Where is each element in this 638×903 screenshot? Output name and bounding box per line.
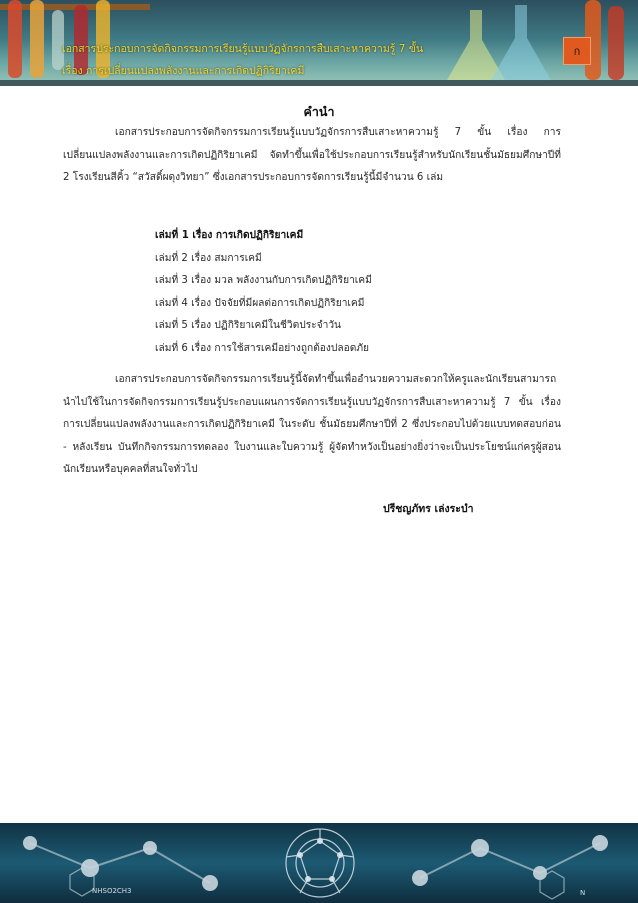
footer-label: N <box>580 889 586 897</box>
book-item: เล่มที่ 4 เรื่อง ปัจจัยที่มีผลต่อการเกิดปฏิกิริยาเคมี <box>155 297 365 309</box>
preface-paragraph-1 <box>63 122 561 190</box>
page-header-banner <box>0 0 638 86</box>
book-item: เล่มที่ 5 เรื่อง ปฏิกิริยาเคมีในชีวิตประจำวัน <box>155 320 342 332</box>
page-footer-banner <box>0 823 638 903</box>
footer-label: NHSO2CH3 <box>92 887 132 895</box>
book-item: เล่มที่ 3 เรื่อง มวล พลังงานกับการเกิดปฏิกิริยาเคมี <box>155 275 372 287</box>
book-list <box>155 225 372 361</box>
book-item: เล่มที่ 6 เรื่อง การใช้สารเคมีอย่างถูกต้องปลอดภัย <box>155 342 370 354</box>
author-signature: ปรีชญภัทร เล่งระบำ <box>383 503 474 515</box>
book-item: เล่มที่ 2 เรื่อง สมการเคมี <box>155 252 262 264</box>
header-document-title: เอกสารประกอบการจัดกิจกรรมการเรียนรู้แบบวัฏจักรการสืบเสาะหาความรู้ 7 ขั้น <box>62 43 424 55</box>
paragraph-2-text: เอกสารประกอบการจัดกิจกรรมการเรียนรู้นี้จัดทำขึ้นเพื่ออำนวยความสะดวกให้ครูและนักเรียนสามารถนำไปใช้ในการจัดกิจกรรมการเรียนรู้ประกอบแผนการจัดการเรียนรู้แบบวัฏจักรการสืบเสาะหาความรู้ 7 ขั้น เรื่อง การเปลี่ยนแปลงพลังงานและการเกิดปฏิกิริยาเคมี ในระดับ ชั้นมัธยมศึกษาปีที่ 2 ซึ่งประกอบไปด้วยแบบทดสอบก่อน - หลังเรียน บันทึกกิจกรรมการทดลอง ใบงานและใบความรู้ ผู้จัดทำหวังเป็นอย่างยิ่งว่าจะเป็นประโยชน์แก่ครูผู้สอน นักเรียนหรือบุคคลที่สนใจทั่วไป <box>63 374 561 475</box>
page-number-badge: ก <box>563 37 591 65</box>
molecule-illustration <box>0 823 638 903</box>
page-title: คำนำ <box>303 104 335 119</box>
book-item: เล่มที่ 1 เรื่อง การเกิดปฏิกิริยาเคมี <box>155 230 304 241</box>
preface-paragraph-2 <box>63 369 561 482</box>
header-topic: เรื่อง การเปลี่ยนแปลงพลังงานและการเกิดปฏิกิริยาเคมี <box>62 65 305 77</box>
paragraph-1-text: เอกสารประกอบการจัดกิจกรรมการเรียนรู้แบบวัฏจักรการสืบเสาะหาความรู้ 7 ขั้น เรื่อง การเปลี่ยนแปลงพลังงานและการเกิดปฏิกิริยาเคมี จัดทำขึ้นเพื่อใช้ประกอบการเรียนรู้สำหรับนักเรียนชั้นมัธยมศึกษาปีที่ 2 โรงเรียนสีคิ้ว “สวัสดิ์ผดุงวิทยา” ซึ่งเอกสารประกอบการจัดการเรียนรู้นี้มีจำนวน 6 เล่ม <box>63 127 561 183</box>
